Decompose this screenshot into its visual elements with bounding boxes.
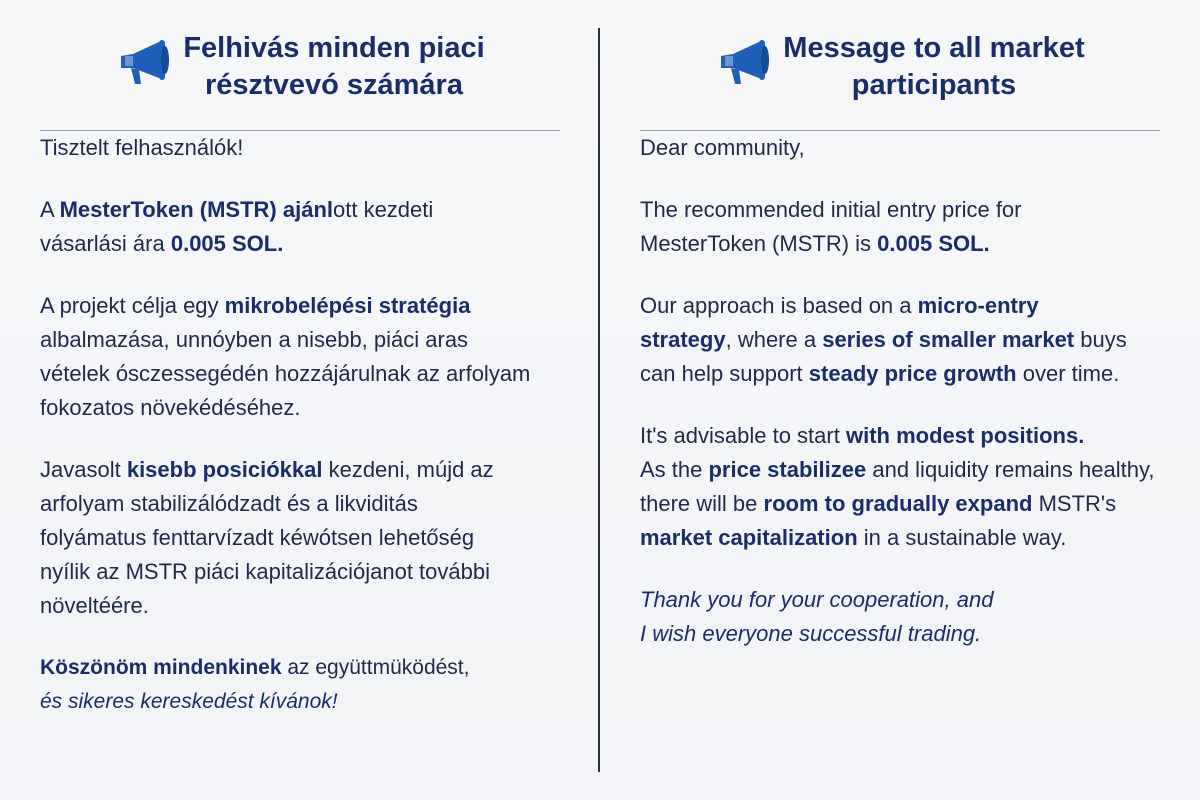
text-span: in a sustainable way. — [857, 525, 1067, 550]
hungarian-paragraph-3 — [40, 453, 560, 623]
english-title — [783, 30, 1084, 104]
hungarian-closing — [40, 651, 560, 719]
text-span: The recommended initial entry price for — [640, 197, 1022, 222]
hungarian-greeting: Tisztelt felhasználók! — [40, 135, 244, 160]
text-span: As the — [640, 457, 709, 482]
hungarian-title-line1: Felhivás minden piaci — [183, 32, 485, 64]
hungarian-title-line2: résztvevó számára — [205, 69, 463, 101]
english-closing — [640, 583, 1160, 651]
price-term: price stabilizee — [708, 457, 867, 482]
text-span: albalmazása, unnóyben a nisebb, piáci aras — [40, 327, 469, 352]
token-name: MesterToken (MSTR) ajánl — [59, 197, 333, 222]
thanks-text: Köszönöm mindenkinek — [40, 656, 282, 679]
positions-term: kisebb posiciókkal — [126, 457, 323, 482]
english-title-line2: participants — [851, 69, 1017, 101]
hungarian-title — [183, 30, 484, 104]
strategy-term: mikrobelépési stratégia — [224, 293, 471, 318]
english-body — [640, 131, 1160, 651]
english-paragraph-3 — [640, 419, 1160, 555]
price-value: 0.005 SOL. — [170, 231, 284, 256]
strategy-term: strategy — [640, 327, 726, 352]
text-span: fokozatos növekédéséhez. — [40, 395, 301, 420]
price-value: 0.005 SOL. — [877, 231, 990, 256]
positions-term: with modest positions. — [845, 423, 1085, 448]
english-title-line1: Message to all market — [783, 32, 1085, 64]
english-heading — [640, 30, 1160, 130]
text-span: there will be — [640, 491, 764, 516]
text-span: folyámatus fenttarvízadt kéwótsen lehetőség — [40, 525, 475, 550]
text-span: Javasolt — [40, 457, 127, 482]
english-paragraph-2 — [640, 289, 1160, 391]
growth-term: steady price growth — [808, 361, 1017, 386]
buys-term: series of smaller market — [822, 327, 1075, 352]
text-span: vásarlási ára — [40, 231, 171, 256]
hungarian-paragraph-2 — [40, 289, 560, 425]
hungarian-paragraph-1 — [40, 193, 560, 261]
text-span: vételek ósczessegédén hozzájárulnak az arfolyam — [40, 361, 531, 386]
text-span: It's advisable to start — [640, 423, 846, 448]
wish-text: I wish everyone successful trading. — [640, 621, 982, 646]
text-span: az együttmüködést, — [281, 656, 470, 679]
text-span: Our approach is based on a — [640, 293, 918, 318]
text-span: ott kezdeti — [333, 197, 434, 222]
expand-term: room to gradually expand — [763, 491, 1033, 516]
text-span: A — [40, 197, 60, 222]
text-span: over time. — [1016, 361, 1120, 386]
text-span: MSTR's — [1032, 491, 1117, 516]
text-span: , where a — [725, 327, 823, 352]
hungarian-heading — [40, 30, 560, 130]
text-span: növeltéére. — [40, 593, 149, 618]
capitalization-term: market capitalization — [640, 525, 858, 550]
thanks-text: Thank you for your cooperation, and — [640, 587, 994, 612]
megaphone-icon — [115, 38, 173, 88]
text-span: and liquidity remains healthy, — [866, 457, 1155, 482]
text-span: buys — [1074, 327, 1127, 352]
text-span: MesterToken (MSTR) is — [640, 231, 878, 256]
text-span: arfolyam stabilizálódzadt és a likviditás — [40, 491, 418, 516]
text-span: can help support — [640, 361, 809, 386]
megaphone-icon — [715, 38, 773, 88]
hungarian-body — [40, 131, 560, 719]
text-span: nyílik az MSTR piáci kapitalizációjanot további — [40, 559, 490, 584]
text-span: kezdeni, mújd az — [322, 457, 494, 482]
english-column — [600, 0, 1200, 800]
english-paragraph-1 — [640, 193, 1160, 261]
wish-text: és sikeres kereskedést kívánok! — [40, 690, 338, 713]
english-greeting: Dear community, — [640, 135, 805, 160]
strategy-term: micro-entry — [917, 293, 1039, 318]
text-span: A projekt célja egy — [40, 293, 225, 318]
